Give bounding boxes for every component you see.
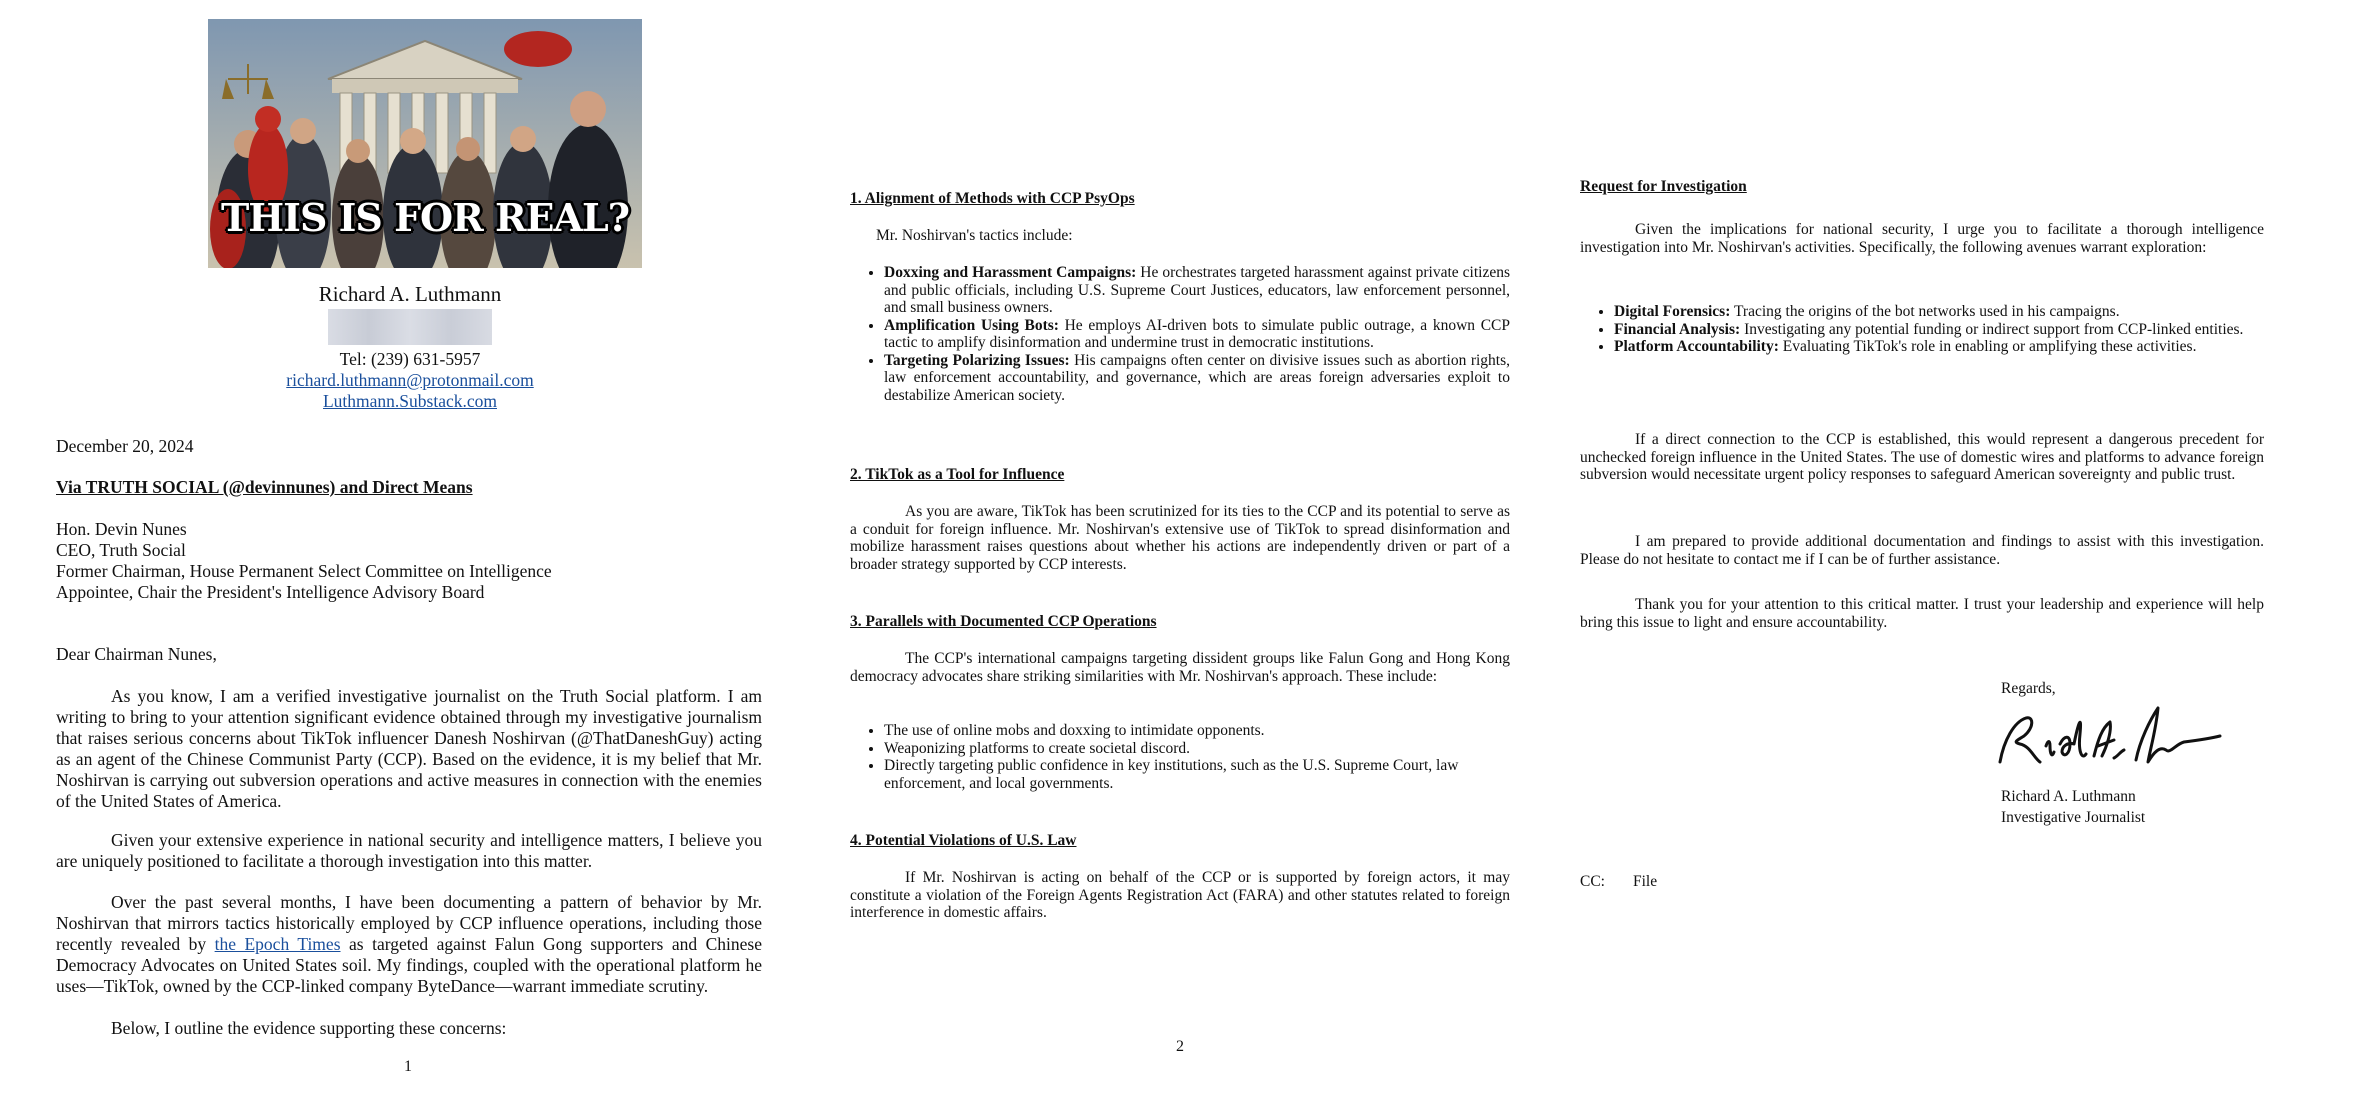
section-1-heading: 1. Alignment of Methods with CCP PsyOps <box>850 190 1135 207</box>
request-heading: Request for Investigation <box>1580 178 1747 195</box>
paragraph-3: Over the past several months, I have been documenting a pattern of behavior by Mr. Noshirvan that mirrors tactics historically employed by CCP influence operations, including those recently revealed by the Epoch Times as targeted against Falun Gong supporters and Chinese Democracy Advocates on United States soil. My findings, coupled with the operational platform he uses—TikTok, owned by the CCP-linked company ByteDance—warrant immediate scrutiny. <box>56 892 762 996</box>
list-item: • Platform Accountability: Evaluating TikTok's role in enabling or amplifying these activities. <box>1614 338 2264 356</box>
recipient-line: CEO, Truth Social <box>56 540 186 560</box>
banner-image <box>208 19 642 268</box>
list-item: • Digital Forensics: Tracing the origins of the bot networks used in his campaigns. <box>1614 303 2264 321</box>
paragraph-prepared: I am prepared to provide additional documentation and findings to assist with this investigation. Please do not hesitate to contact me if I can be of further assistance. <box>1580 533 2264 568</box>
salutation: Dear Chairman Nunes, <box>56 644 217 664</box>
section-2-heading: 2. TikTok as a Tool for Influence <box>850 466 1065 483</box>
section-3-list <box>850 722 1510 792</box>
letter-page-3 <box>1580 0 2364 1109</box>
cc-label: CC: <box>1580 873 1605 890</box>
via-line: Via TRUTH SOCIAL (@devinnunes) and Direct Means <box>56 477 473 497</box>
signature-title: Investigative Journalist <box>2001 809 2146 826</box>
list-item: • Targeting Polarizing Issues: His campaigns often center on divisive issues such as abortion rights, law enforcement accountability, and governance, which are areas foreign adversaries exploit to destabilize American society. <box>884 352 1510 405</box>
request-list <box>1580 303 2264 356</box>
list-item: • Financial Analysis: Investigating any potential funding or indirect support from CCP-linked entities. <box>1614 321 2264 339</box>
sender-email-link[interactable]: richard.luthmann@protonmail.com <box>286 370 534 390</box>
paragraph-1: As you know, I am a verified investigative journalist on the Truth Social platform. I am writing to bring to your attention significant evidence obtained through my investigative journalism that raises serious concerns about TikTok influencer Danesh Noshirvan (@ThatDaneshGuy) acting as an agent of the Chinese Communist Party (CCP). Based on the evidence, it is my belief that Mr. Noshirvan is carrying out subversion operations and active measures in connection with the enemies of the United States of America. <box>56 686 762 811</box>
recipient-block <box>56 519 552 603</box>
letter-page-2 <box>790 0 1580 1109</box>
banner-text: THIS IS FOR REAL? <box>221 195 629 240</box>
recipient-line: Former Chairman, House Permanent Select Committee on Intelligence <box>56 561 552 581</box>
section-1-intro: Mr. Noshirvan's tactics include: <box>876 227 1073 244</box>
section-4-heading: 4. Potential Violations of U.S. Law <box>850 832 1077 849</box>
section-3-heading: 3. Parallels with Documented CCP Operations <box>850 613 1157 630</box>
letter-page-1 <box>0 0 790 1109</box>
paragraph-precedent: If a direct connection to the CCP is established, this would represent a dangerous precedent for unchecked foreign influence in the United States. The use of domestic wires and platforms to advance foreign subversion would necessitate urgent policy responses to safeguard American sovereignty and public trust. <box>1580 431 2264 483</box>
list-item: • Directly targeting public confidence in key institutions, such as the U.S. Supreme Court, law enforcement, and local governments. <box>884 757 1510 792</box>
epoch-times-link[interactable]: the Epoch Times <box>214 934 341 954</box>
paragraph-2: Given your extensive experience in national security and intelligence matters, I believe you are uniquely positioned to facilitate a thorough investigation into this matter. <box>56 830 762 871</box>
redacted-address <box>328 309 492 345</box>
request-intro: Given the implications for national security, I urge you to facilitate a thorough intelligence investigation into Mr. Noshirvan's activities. Specifically, the following avenues warrant exploration: <box>1580 221 2264 256</box>
paragraph-4: Below, I outline the evidence supporting these concerns: <box>111 1018 507 1038</box>
signature-name: Richard A. Luthmann <box>2001 788 2136 805</box>
closing: Regards, <box>2001 680 2056 697</box>
page-number-2: 2 <box>1176 1038 1184 1055</box>
signature-image <box>1990 700 2230 785</box>
recipient-line: Hon. Devin Nunes <box>56 519 187 539</box>
page-number-1: 1 <box>404 1058 412 1075</box>
sender-name: Richard A. Luthmann <box>318 282 502 306</box>
section-1-list <box>850 264 1510 404</box>
section-2-text: As you are aware, TikTok has been scrutinized for its ties to the CCP and its potential to serve as a conduit for foreign influence. Mr. Noshirvan's extensive use of TikTok to spread disinformation and mobilize harassment raises questions about whether his actions are independently driven or part of a broader strategy supported by CCP interests. <box>850 503 1510 573</box>
cc-value: File <box>1633 873 1658 890</box>
list-item: • Weaponizing platforms to create societal discord. <box>884 740 1510 758</box>
list-item: • Doxxing and Harassment Campaigns: He orchestrates targeted harassment against private citizens and public officials, including U.S. Supreme Court Justices, educators, law enforcement personnel, and small business owners. <box>884 264 1510 317</box>
section-4-text: If Mr. Noshirvan is acting on behalf of the CCP or is supported by foreign actors, it may constitute a violation of the Foreign Agents Registration Act (FARA) and other statutes related to foreign interference in domestic affairs. <box>850 869 1510 921</box>
section-3-text: The CCP's international campaigns targeting dissident groups like Falun Gong and Hong Kong democracy advocates share striking similarities with Mr. Noshirvan's approach. These include: <box>850 650 1510 685</box>
recipient-line: Appointee, Chair the President's Intelligence Advisory Board <box>56 582 485 602</box>
list-item: • The use of online mobs and doxxing to intimidate opponents. <box>884 722 1510 740</box>
list-item: • Amplification Using Bots: He employs AI-driven bots to simulate public outrage, a known CCP tactic to amplify disinformation and undermine trust in democratic institutions. <box>884 317 1510 352</box>
sender-website-link[interactable]: Luthmann.Substack.com <box>322 391 497 411</box>
letter-date: December 20, 2024 <box>56 436 194 456</box>
paragraph-thanks: Thank you for your attention to this critical matter. I trust your leadership and experience will help bring this issue to light and ensure accountability. <box>1580 596 2264 631</box>
sender-phone: Tel: (239) 631-5957 <box>339 349 481 369</box>
